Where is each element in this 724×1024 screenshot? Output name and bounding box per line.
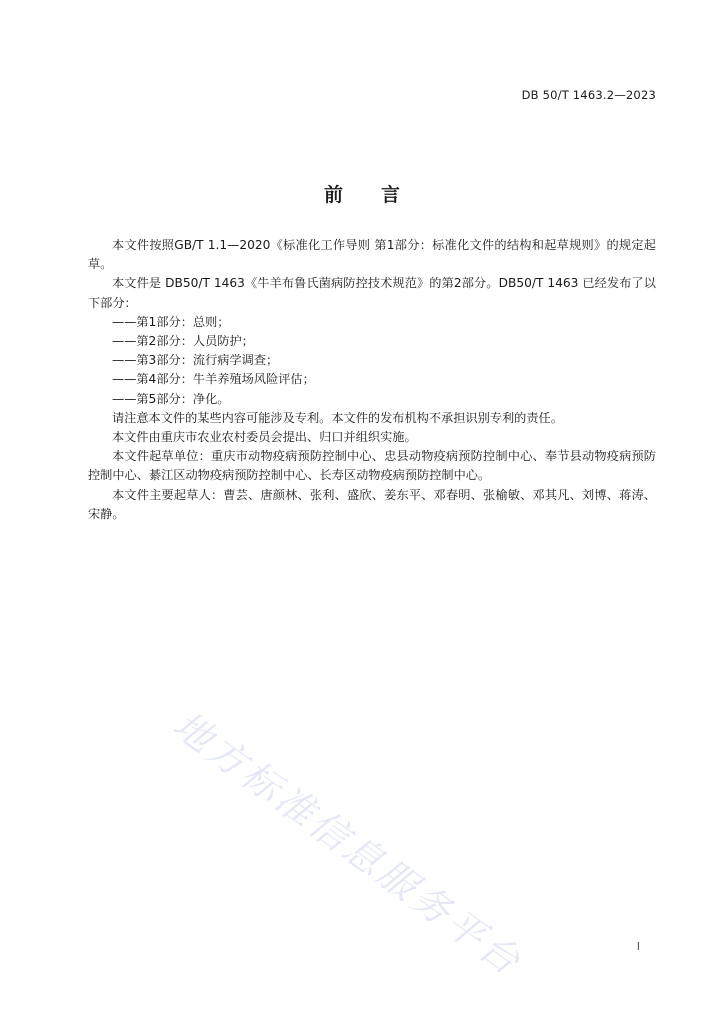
watermark: 地方标准信息服务平台 bbox=[165, 702, 531, 986]
part-list-item: ——第2部分：人员防护； bbox=[112, 334, 254, 349]
drafting-units-paragraph: 本文件起草单位：重庆市动物疫病预防控制中心、忠县动物疫病预防控制中心、奉节县动物疫病预防控制中心、綦江区动物疫病预防控制中心、长寿区动物疫病预防控制中心。 bbox=[88, 449, 656, 483]
document-number: DB 50/T 1463.2—2023 bbox=[521, 88, 656, 102]
part-list-item: ——第4部分：牛羊养殖场风险评估； bbox=[112, 372, 315, 387]
proposer-paragraph: 本文件由重庆市农业农村委员会提出、归口并组织实施。 bbox=[112, 430, 417, 445]
part-list-item: ——第1部分：总则； bbox=[112, 314, 230, 329]
foreword-body bbox=[88, 236, 656, 524]
section-heading: 前言 bbox=[323, 184, 438, 206]
series-paragraph: 本文件是 DB50/T 1463《牛羊布鲁氏菌病防控技术规范》的第2部分。DB50/T 1463 已经发布了以下部分： bbox=[88, 276, 656, 310]
page-number: I bbox=[636, 940, 640, 953]
part-list-item: ——第3部分：流行病学调查； bbox=[112, 353, 279, 368]
patent-notice-paragraph: 请注意本文件的某些内容可能涉及专利。本文件的发布机构不承担识别专利的责任。 bbox=[112, 410, 563, 425]
part-list-item: ——第5部分：净化。 bbox=[112, 391, 230, 406]
drafters-paragraph: 本文件主要起草人：曹芸、唐颜林、张利、盛欣、姜东平、邓春明、张榆敏、邓其凡、刘博、蒋涛、宋静。 bbox=[88, 487, 656, 521]
drafting-rule-paragraph: 本文件按照GB/T 1.1—2020《标准化工作导则 第1部分：标准化文件的结构和起草规则》的规定起草。 bbox=[88, 238, 656, 272]
